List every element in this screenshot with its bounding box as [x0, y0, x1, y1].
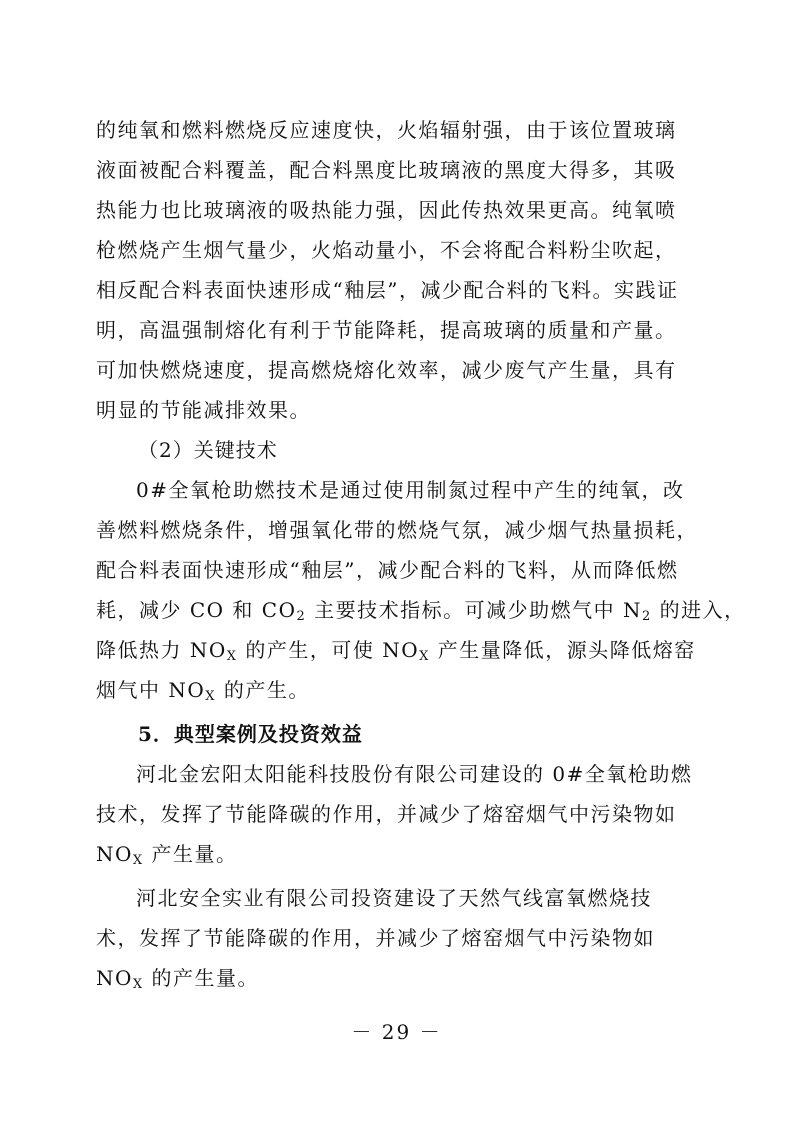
text-run: 的产生。	[216, 678, 310, 702]
paragraph-line: 术，发挥了节能降碳的作用，并减少了熔窑烟气中污染物如	[96, 926, 655, 950]
paragraph-line	[96, 965, 696, 991]
subscript: X	[205, 689, 217, 704]
paragraph-line: 河北金宏阳太阳能科技股份有限公司建设的 0#全氧枪助燃	[136, 762, 693, 786]
paragraph-line: 明，高温强制熔化有利于节能降耗，提高玻璃的质量和产量。	[96, 318, 677, 342]
paragraph-line: 相反配合料表面快速形成“釉层”，减少配合料的飞料。实践证	[96, 278, 679, 302]
paragraph-line: 0#全氧枪助燃技术是通过使用制氮过程中产生的纯氧，改	[136, 478, 685, 502]
text-run: 产生量。	[143, 842, 238, 866]
paragraph-line	[96, 677, 696, 703]
paragraph-line: 配合料表面快速形成“釉层”，减少配合料的飞料，从而降低燃	[96, 558, 679, 582]
paragraph-line: 可加快燃烧速度，提高燃烧熔化效率，减少废气产生量，具有	[96, 358, 677, 382]
text-run: NO	[96, 966, 133, 990]
paragraph-line	[96, 637, 696, 663]
text-run: 产生量降低，源头降低熔窑	[429, 638, 696, 662]
paragraph-line: 液面被配合料覆盖，配合料黑度比玻璃液的黑度大得多，其吸	[96, 158, 677, 182]
paragraph-line: 枪燃烧产生烟气量少，火焰动量小，不会将配合料粉尘吹起，	[96, 238, 677, 262]
paragraph-line	[96, 597, 746, 624]
text-run: 耗，减少 CO 和 CO	[96, 598, 297, 622]
subscript: X	[132, 977, 144, 992]
text-run: NO	[96, 842, 133, 866]
text-run: 的产生，可使 NO	[237, 638, 420, 662]
paragraph-line: 技术，发挥了节能降碳的作用，并减少了熔窑烟气中污染物如	[96, 802, 677, 826]
subscript: 2	[641, 609, 652, 624]
paragraph-line	[96, 841, 696, 867]
subscript: 2	[296, 609, 307, 624]
subscript: X	[226, 649, 238, 664]
section-subheading: （2）关键技术	[138, 438, 278, 462]
subscript: X	[132, 853, 144, 868]
subscript: X	[419, 649, 430, 664]
section-heading: 5．典型案例及投资效益	[138, 722, 363, 746]
text-run: 的产生量。	[143, 966, 260, 990]
text-run: 降低热力 NO	[96, 638, 227, 662]
paragraph-line: 河北安全实业有限公司投资建设了天然气线富氧燃烧技	[136, 886, 652, 910]
paragraph-line: 热能力也比玻璃液的吸热能力强，因此传热效果更高。纯氧喷	[96, 198, 677, 222]
paragraph-line: 的纯氧和燃料燃烧反应速度快，火焰辐射强，由于该位置玻璃	[96, 118, 677, 142]
text-run: 的进入，	[651, 598, 746, 622]
paragraph-line: 明显的节能减排效果。	[96, 398, 311, 422]
page-number: － 29 －	[351, 1020, 442, 1044]
paragraph-line: 善燃料燃烧条件，增强氧化带的燃烧气氛，减少烟气热量损耗，	[96, 518, 698, 542]
text-run: 主要技术指标。可减少助燃气中 N	[306, 598, 642, 622]
text-run: 烟气中 NO	[96, 678, 206, 702]
